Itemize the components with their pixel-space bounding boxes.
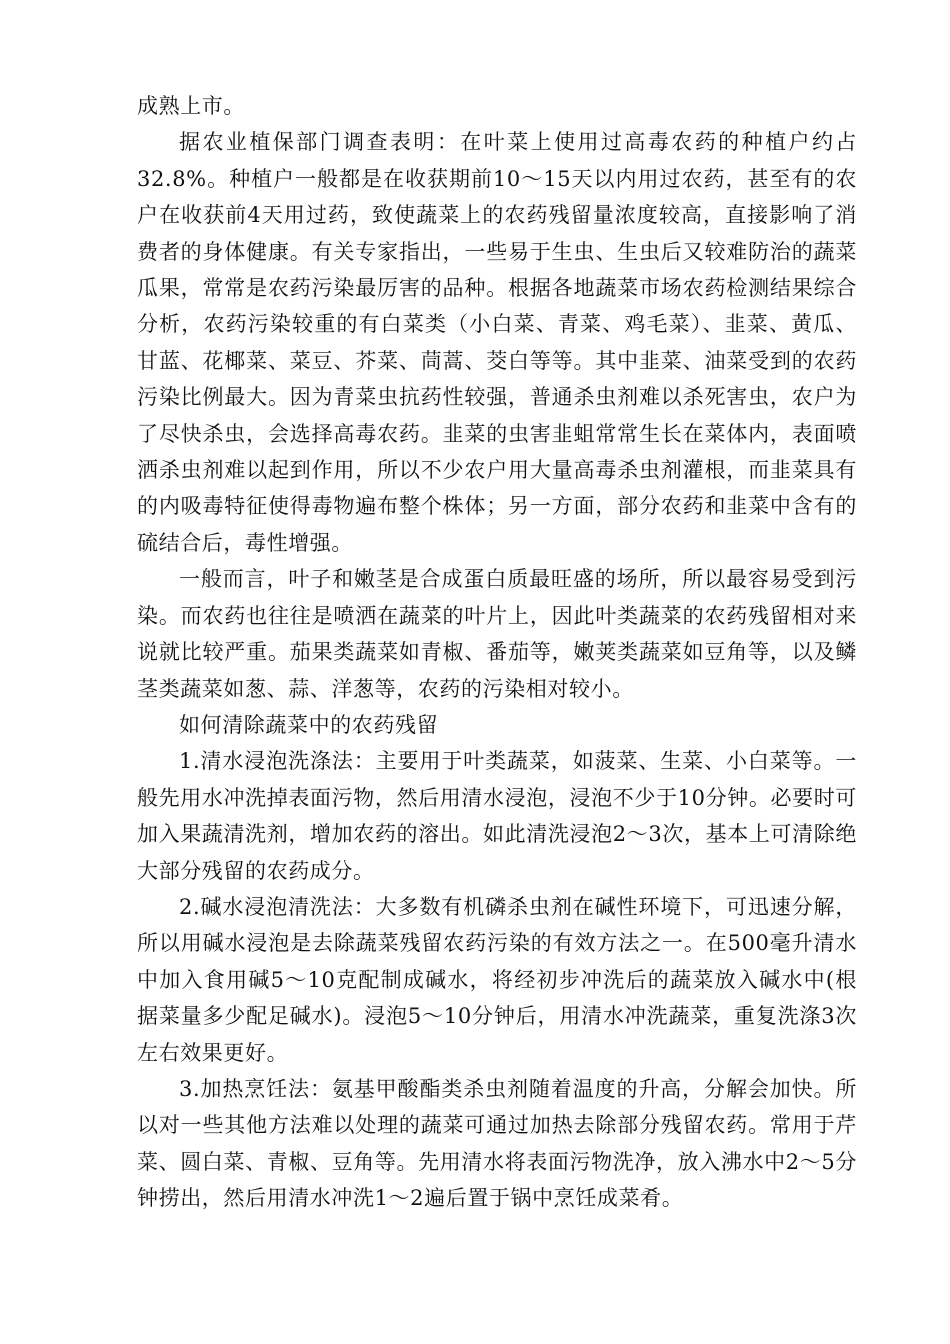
paragraph-method-heating: 3.加热烹饪法：氨基甲酸酯类杀虫剂随着温度的升高，分解会加快。所以对一些其他方法难以处理的蔬菜可通过加热去除部分残留农药。常用于芹菜、圆白菜、青椒、豆角等。先用清水将表面污物洗净，放入沸水中2～5分钟捞出，然后用清水冲洗1～2遍后置于锅中烹饪成菜肴。 xyxy=(137,1076,857,1211)
paragraph-leaf-contamination: 一般而言，叶子和嫩茎是合成蛋白质最旺盛的场所，所以最容易受到污染。而农药也往往是喷洒在蔬菜的叶片上，因此叶类蔬菜的农药残留相对来说就比较严重。茄果类蔬菜如青椒、番茄等，嫩荚类蔬菜如豆角等，以及鳞茎类蔬菜如葱、蒜、洋葱等，农药的污染相对较小。 xyxy=(137,567,857,701)
paragraph-continuation: 成熟上市。 xyxy=(137,94,245,118)
document-body xyxy=(137,88,857,1217)
section-heading: 如何清除蔬菜中的农药残留 xyxy=(179,712,439,737)
paragraph-pesticide-survey: 据农业植保部门调查表明：在叶菜上使用过高毒农药的种植户约占32.8%。种植户一般都是在收获期前10～15天以内用过农药，甚至有的农户在收获前4天用过药，致使蔬菜上的农药残留量浓度较高，直接影响了消费者的身体健康。有关专家指出，一些易于生虫、生虫后又较难防治的蔬菜瓜果，常常是农药污染最厉害的品种。根据各地蔬菜市场农药检测结果综合分析，农药污染较重的有白菜类（小白菜、青菜、鸡毛菜）、韭菜、黄瓜、甘蓝、花椰菜、菜豆、芥菜、茼蒿、茭白等等。其中韭菜、油菜受到的农药污染比例最大。因为青菜虫抗药性较强，普通杀虫剂难以杀死害虫，农户为了尽快杀虫，会选择高毒农药。韭菜的虫害韭蛆常常生长在菜体内，表面喷洒杀虫剂难以起到作用，所以不少农户用大量高毒杀虫剂灌根，而韭菜具有的内吸毒特征使得毒物遍布整个株体；另一方面，部分农药和韭菜中含有的硫结合后，毒性增强。 xyxy=(137,130,857,555)
paragraph-method-water-soak: 1.清水浸泡洗涤法：主要用于叶类蔬菜，如菠菜、生菜、小白菜等。一般先用水冲洗掉表面污物，然后用清水浸泡，浸泡不少于10分钟。必要时可加入果蔬清洗剂，增加农药的溶出。如此清洗浸泡2～3次，基本上可清除绝大部分残留的农药成分。 xyxy=(137,749,857,883)
paragraph-method-alkaline-soak: 2.碱水浸泡清洗法：大多数有机磷杀虫剂在碱性环境下，可迅速分解，所以用碱水浸泡是去除蔬菜残留农药污染的有效方法之一。在500毫升清水中加入食用碱5～10克配制成碱水，将经初步冲洗后的蔬菜放入碱水中(根据菜量多少配足碱水)。浸泡5～10分钟后，用清水冲洗蔬菜，重复洗涤3次左右效果更好。 xyxy=(137,894,857,1065)
